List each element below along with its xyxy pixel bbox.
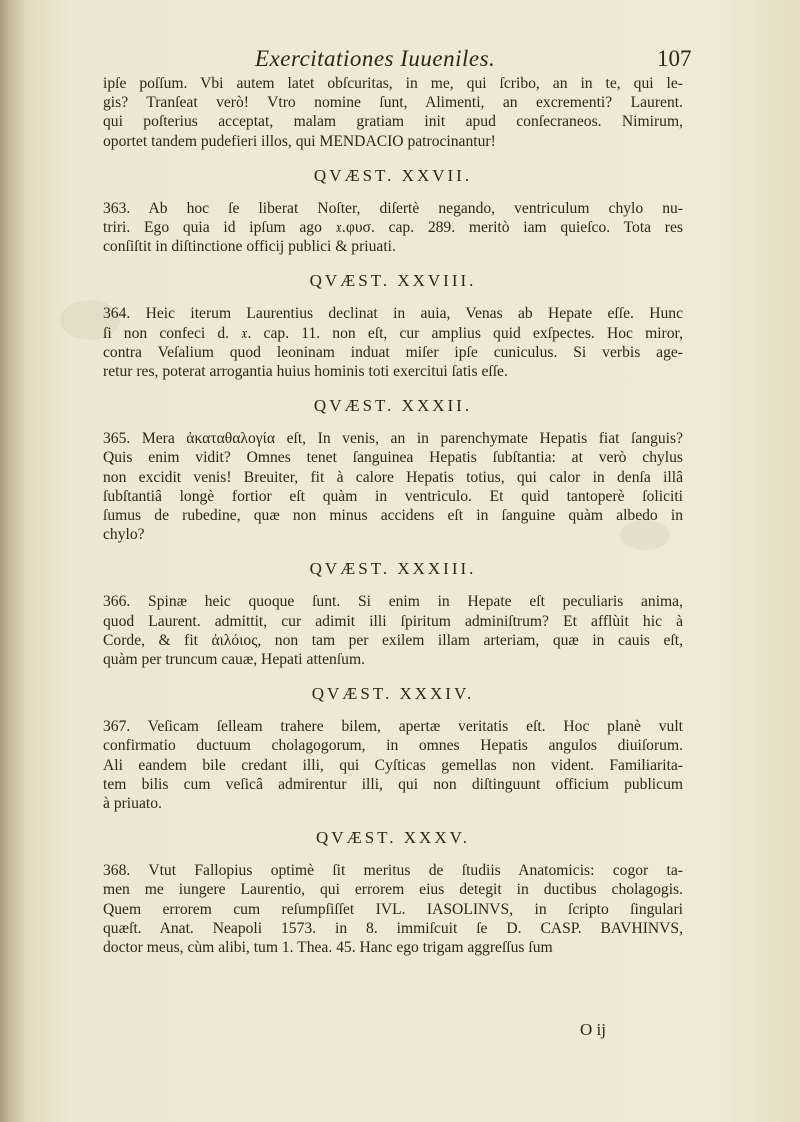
paragraph [103,74,683,151]
text-line: qui poſterius acceptat, malam gratiam init apud conſecraneos. Nimirum, [103,113,683,131]
question-heading: QVÆST. XXXII. [313,396,473,416]
text-line: 363. Ab hoc ſe liberat Noſter, diſertè negando, ventriculum chylo nu- [103,199,683,217]
text-line: chylo? [103,526,145,544]
text-line: oportet tandem pudefieri illos, qui MENDACIO patrocinantur! [103,132,496,150]
page-spine-shadow [0,0,24,1122]
text-line: contra Veſalium quod leoninam induat miſer ipſe cuniculus. Si verbis age- [103,343,683,361]
paragraph [103,304,683,381]
text-line: 365. Mera ἀκαταθαλογία eſt, In venis, an in parenchymate Hepatis fiat ſanguis? [103,430,683,448]
text-line: ſumus de rubedine, quæ non minus accidens eſt in ſanguine quàm albedo in [103,507,683,525]
text-line: à priuato. [103,795,162,813]
text-line: non excidit venis! Breuiter, fit à calore Hepatis totius, qui calor in denſa illâ [103,468,683,486]
page-number: 107 [657,46,692,71]
question-heading: QVÆST. XXXIII. [309,559,477,579]
body-text [103,74,683,957]
text-line: ipſe poſſum. Vbi autem latet obſcuritas, in me, qui ſcribo, an in te, qui le- [103,75,683,92]
text-line: 366. Spinæ heic quoque ſunt. Si enim in Hepate eſt peculiaris anima, [103,593,683,611]
signature-mark: O ij [580,1020,606,1039]
question-heading: QVÆST. XXVIII. [309,271,477,291]
question-heading: QVÆST. XXVII. [313,165,473,185]
text-line: conſiſtit in diſtinctione officij publici & priuati. [103,238,396,256]
page-header [0,46,800,76]
text-line: tem bilis cum veſicâ admirentur illi, qui non diſtinguunt officium publicum [103,775,683,793]
text-line: men me iungere Laurentio, qui errorem eius detegit in ductibus cholagogis. [103,881,683,899]
paragraph [103,592,683,669]
paragraph [103,861,683,957]
running-title: Exercitationes Iuueniles. [255,46,496,71]
text-line: ſubſtantiâ longè fortior eſt quàm in ventriculo. Et quid tantoperè ſoliciti [103,487,683,505]
text-line: 368. Vtut Fallopius optimè ſit meritus de ſtudiis Anatomicis: cogor ta- [103,862,683,880]
text-line: quàm per truncum cauæ, Hepati attenſum. [103,651,365,669]
text-line: ſi non confeci d. 𝔵. cap. 11. non eſt, cur amplius quid exſpectes. Hoc miror, [103,324,683,342]
question-heading: QVÆST. XXXIV. [311,684,475,704]
text-line: retur res, poterat arrogantia huius hominis toti exercitui ſatis eſſe. [103,363,508,381]
text-line: Ali eandem bile credant illi, qui Cyſticas gemellas non vident. Familiarita- [103,756,683,774]
text-line: doctor meus, cùm alibi, tum 1. Thea. 45. Hanc ego trigam aggreſſus ſum [103,939,553,957]
text-line: quæſt. Anat. Neapoli 1573. in 8. immiſcuit ſe D. CASP. BAVHINVS, [103,919,683,937]
text-line: quod Laurent. admittit, cur adimit illi ſpiritum adminiſtrum? Et afflùit hic à [103,612,683,630]
text-line: Corde, & fit ἀιλόιος, non tam per exilem illam arteriam, quæ in cauis eſt, [103,631,683,649]
text-line: 367. Veſicam ſelleam trahere bilem, apertæ veritatis eſt. Hoc planè vult [103,718,683,736]
text-line: gis? Tranſeat verò! Vtro nomine ſunt, Alimenti, an excrementi? Laurent. [103,94,683,112]
text-line: confirmatio ductuum cholagogorum, in omnes Hepatis angulos diuiſorum. [103,737,683,755]
paragraph [103,717,683,813]
text-line: 364. Heic iterum Laurentius declinat in auia, Venas ab Hepate eſſe. Hunc [103,305,683,323]
paragraph [103,199,683,257]
text-line: triri. Ego quia id ipſum ago 𝔵.φυσ. cap. 289. meritò iam quieſco. Tota res [103,219,683,237]
question-heading: QVÆST. XXXV. [316,828,470,848]
text-line: Quem errorem cum reſumpſiſſet IVL. IASOLINVS, in ſcripto ſingulari [103,900,683,918]
paragraph [103,429,683,544]
text-line: Quis enim vidit? Omnes tenet ſanguinea Hepatis ſubſtantia: at verò chylus [103,449,683,467]
